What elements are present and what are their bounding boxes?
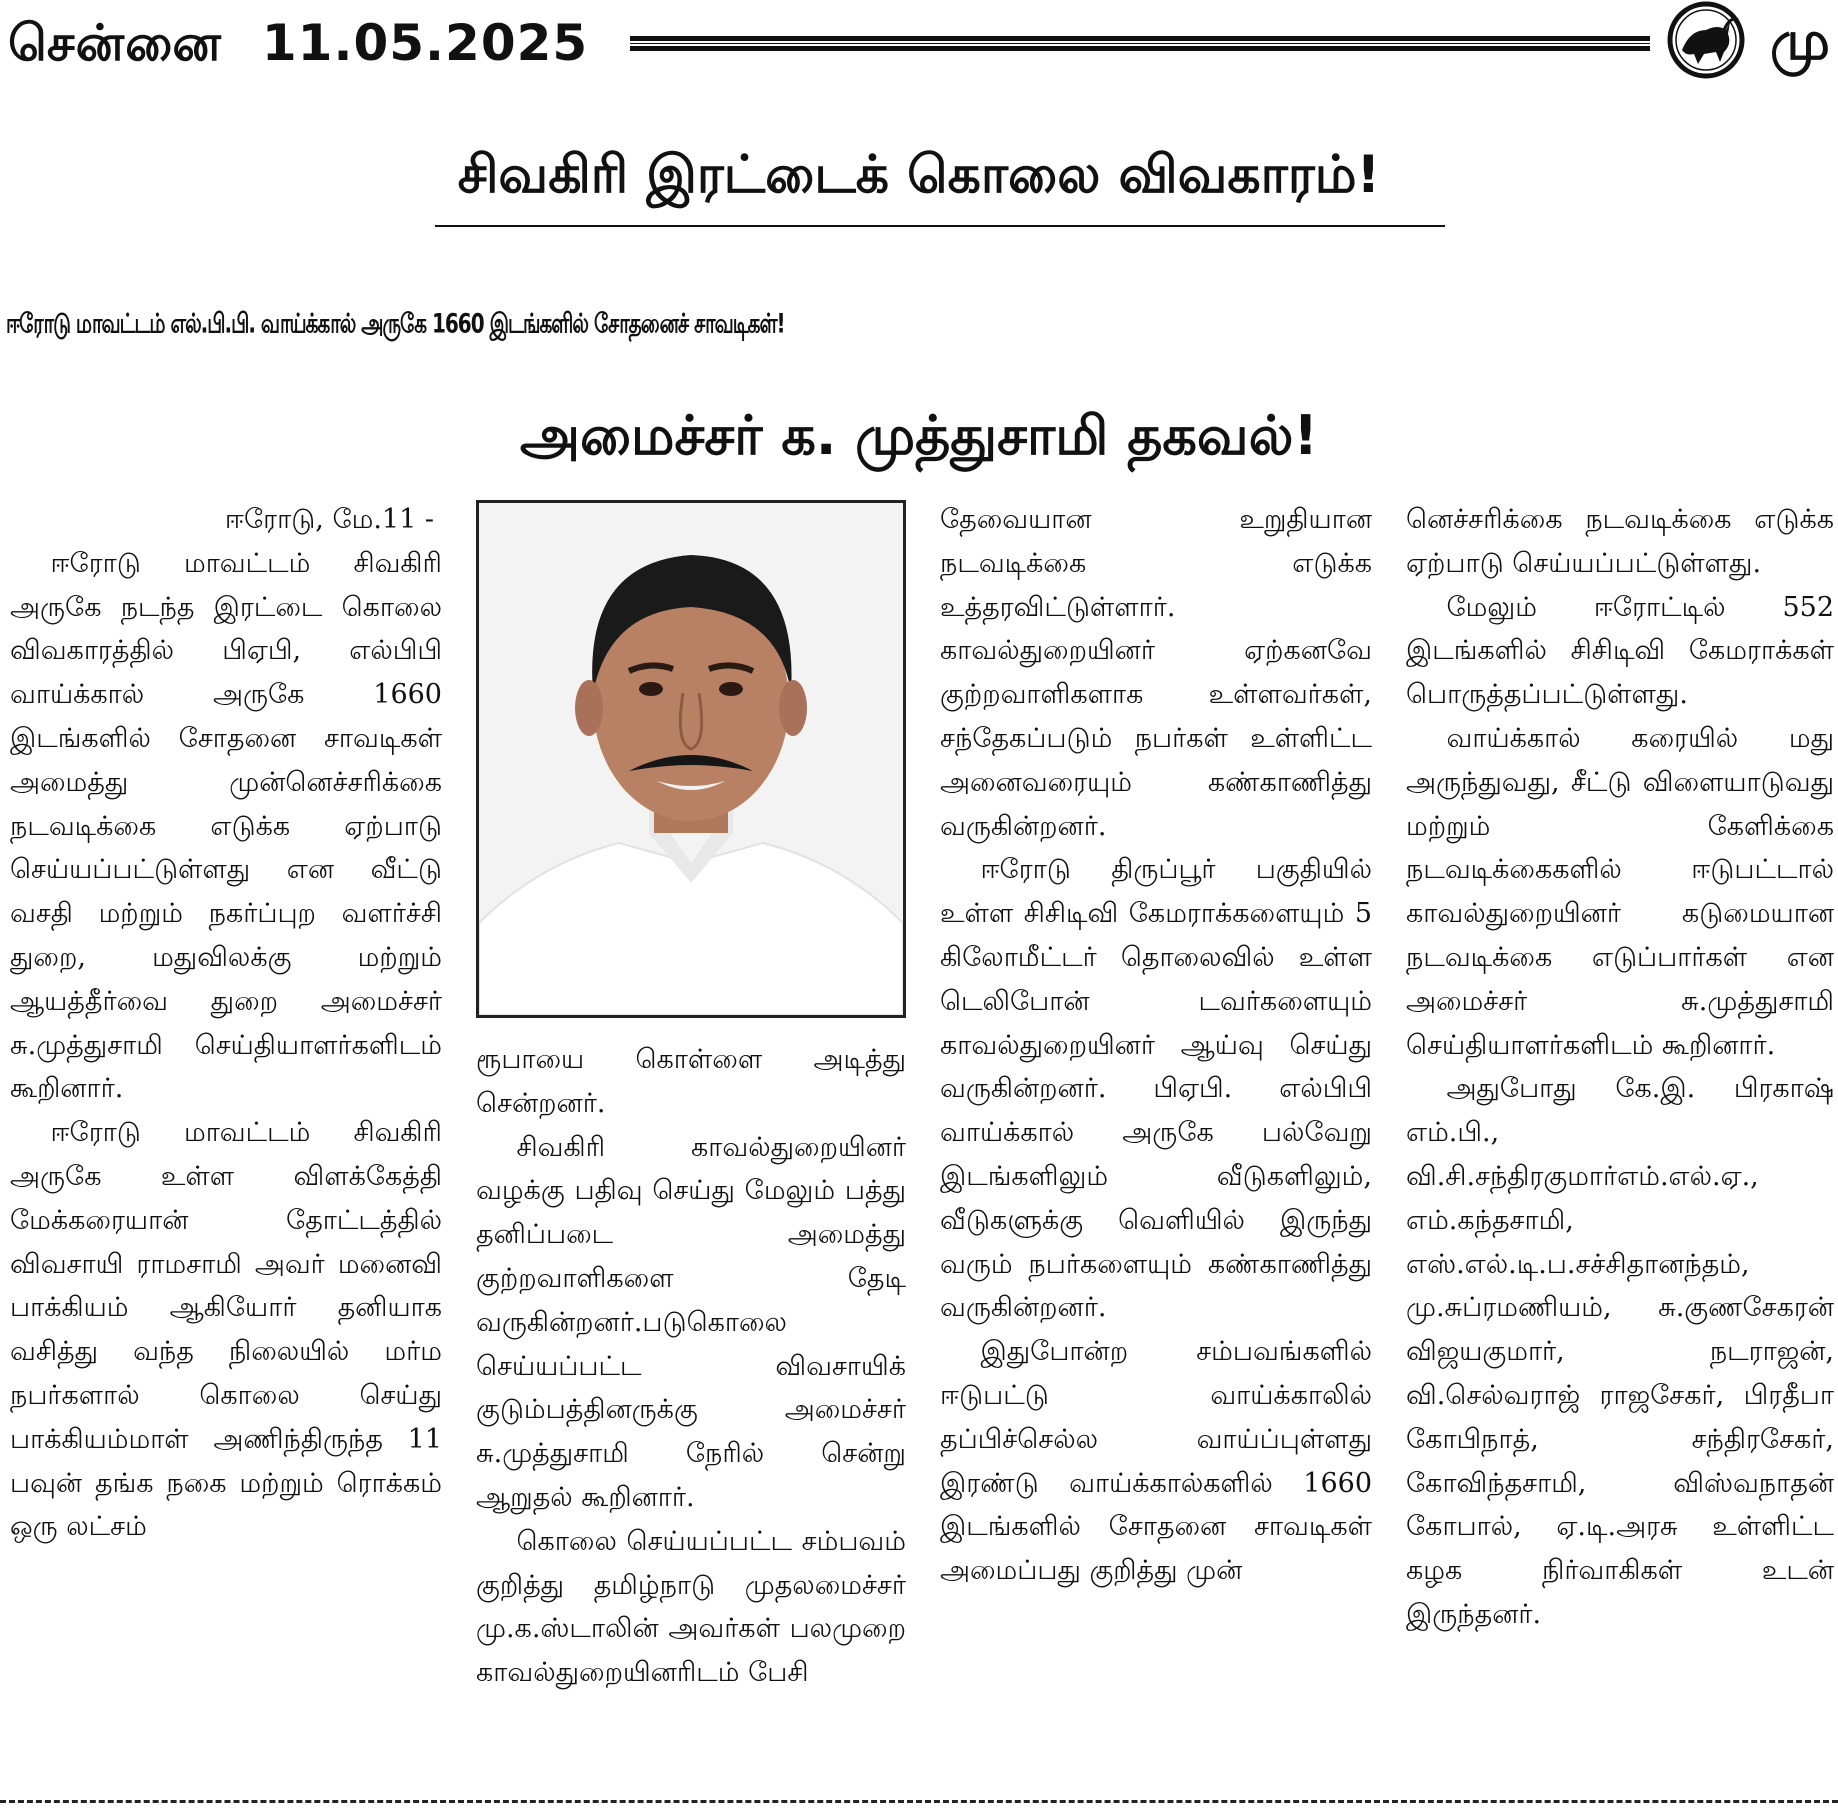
portrait-illustration <box>479 503 903 1015</box>
article-paragraph: மேலும் ஈரோட்டில் 552 இடங்களில் சிசிடிவி கேமராக்கள் பொருத்தப்பட்டுள்ளது. <box>1406 591 1834 711</box>
page-bottom-dashed-rule <box>0 1800 1838 1803</box>
masthead-edge-text: மு <box>1770 9 1830 72</box>
masthead-rule-bottom <box>630 46 1650 51</box>
article-paragraph: இதுபோன்ற சம்பவங்களில் ஈடுபட்டு வாய்க்காலில் தப்பிச்செல்ல வாய்ப்புள்ளது இரண்டு வாய்க்கால்களில் 1660 இடங்களில் சோதனை சாவடிகள் அமைப்பது குறித்து முன் <box>940 1336 1372 1587</box>
article-paragraph: கொலை செய்யப்பட்ட சம்பவம் குறித்து தமிழ்நாடு முதலமைச்சர் மு.க.ஸ்டாலின் அவர்கள் பலமுறை காவல்துறையினரிடம் பேசி <box>476 1525 906 1689</box>
masthead-rule-middle <box>630 43 1650 44</box>
sub-headline: அமைச்சர் க. முத்துசாமி தகவல்! <box>519 404 1319 467</box>
masthead-rule-top <box>630 36 1650 41</box>
article-column-1 <box>10 498 442 1549</box>
main-headline: ஈரோடு மாவட்டம் எல்.பி.பி. வாய்க்கால் அருகே 1660 இடங்களில் சோதனைச் சாவடிகள்! <box>6 306 785 339</box>
article-paragraph: ஈரோடு திருப்பூர் பகுதியில் உள்ள சிசிடிவி கேமராக்களையும் 5 கிலோமீட்டர் தொலைவில் உள்ள டெலிபோன் டவர்களையும் காவல்துறையினர் ஆய்வு செய்து வருகின்றனர். பிஏபி. எல்பிபி வாய்க்கால் அருகே பல்வேறு இடங்களிலும் வீடுகளிலும், வீடுகளுக்கு வெளியில் இருந்து வரும் நபர்களையும் கண்காணித்து வருகின்றனர். <box>940 854 1372 1324</box>
article-paragraph: சிவகிரி காவல்துறையினர் வழக்கு பதிவு செய்து மேலும் பத்து தனிப்படை அமைத்து குற்றவாளிகளை தேடி வருகின்றனர்.படுகொலை செய்யப்பட்ட விவசாயிக் குடும்பத்தினருக்கு அமைச்சர் சு.முத்துசாமி நேரில் சென்று ஆறுதல் கூறினார். <box>476 1131 906 1513</box>
article-column-4 <box>1406 498 1834 1637</box>
article-paragraph: அதுபோது கே.இ. பிரகாஷ் எம்.பி., வி.சி.சந்திரகுமார்எம்.எல்.ஏ., எம்.கந்தசாமி, எஸ்.எல்.டி.ப.சச்சிதானந்தம், மு.சுப்ரமணியம், சு.குணசேகரன் விஜயகுமார், நடராஜன், வி.செல்வராஜ் ராஜசேகர், பிரதீபா கோபிநாத், சந்திரசேகர், கோவிந்தசாமி, விஸ்வநாதன் கோபால், ஏ.டி.அரசு உள்ளிட்ட கழக நிர்வாகிகள் உடன் இருந்தனர். <box>1406 1073 1834 1630</box>
kicker-underline <box>435 225 1445 227</box>
article-paragraph: வாய்க்கால் கரையில் மது அருந்துவது, சீட்டு விளையாடுவது மற்றும் கேளிக்கை நடவடிக்கைகளில் ஈடுபட்டால் காவல்துறையினர் கடுமையான நடவடிக்கை எடுப்பார்கள் என அமைச்சர் சு.முத்துசாமி செய்தியாளர்களிடம் கூறினார். <box>1406 722 1834 1061</box>
article-paragraph: னெச்சரிக்கை நடவடிக்கை எடுக்க ஏற்பாடு செய்யப்பட்டுள்ளது. <box>1406 504 1834 579</box>
masthead <box>0 0 1838 100</box>
article-column-3 <box>940 498 1372 1593</box>
article-paragraph: ஈரோடு மாவட்டம் சிவகிரி அருகே நடந்த இரட்டை கொலை விவகாரத்தில் பிஏபி, எல்பிபி வாய்க்கால் அருகே 1660 இடங்களில் சோதனை சாவடிகள் அமைத்து முன்னெச்சரிக்கை நடவடிக்கை எடுக்க ஏற்பாடு செய்யப்பட்டுள்ளது என வீட்டு வசதி மற்றும் நகர்ப்புற வளர்ச்சி துறை, மதுவிலக்கு மற்றும் ஆயத்தீர்வை துறை அமைச்சர் சு.முத்துசாமி செய்தியாளர்களிடம் கூறினார். <box>10 547 442 1105</box>
article-paragraph: ஈரோடு மாவட்டம் சிவகிரி அருகே உள்ள விளக்கேத்தி மேக்கரையான் தோட்டத்தில் விவசாயி ராமசாமி அவர் மனைவி பாக்கியம் ஆகியோர் தனியாக வசித்து வந்த நிலையில் மர்ம நபர்களால் கொலை செய்து பாக்கியம்மாள் அணிந்திருந்த 11 பவுன் தங்க நகை மற்றும் ரொக்கம் ஒரு லட்சம் <box>10 1117 442 1543</box>
bull-emblem-icon <box>1660 0 1752 80</box>
dateline-header <box>8 8 588 78</box>
article-paragraph: தேவையான உறுதியான நடவடிக்கை எடுக்க உத்தரவிட்டுள்ளார். காவல்துறையினர் ஏற்கனவே குற்றவாளிகளாக உள்ளவர்கள், சந்தேகப்படும் நபர்கள் உள்ளிட்ட அனைவரையும் கண்காணித்து வருகின்றனர். <box>940 504 1372 842</box>
kicker-heading: சிவகிரி இரட்டைக் கொலை விவகாரம்! <box>457 145 1381 205</box>
city-name: சென்னை <box>8 14 222 72</box>
article-paragraph: ரூபாயை கொள்ளை அடித்து சென்றனர். <box>476 1044 906 1119</box>
article-dateline: ஈரோடு, மே.11 - <box>224 504 434 535</box>
minister-photo <box>476 500 906 1018</box>
article-column-2 <box>476 1038 906 1695</box>
issue-date: 11.05.2025 <box>261 14 589 72</box>
